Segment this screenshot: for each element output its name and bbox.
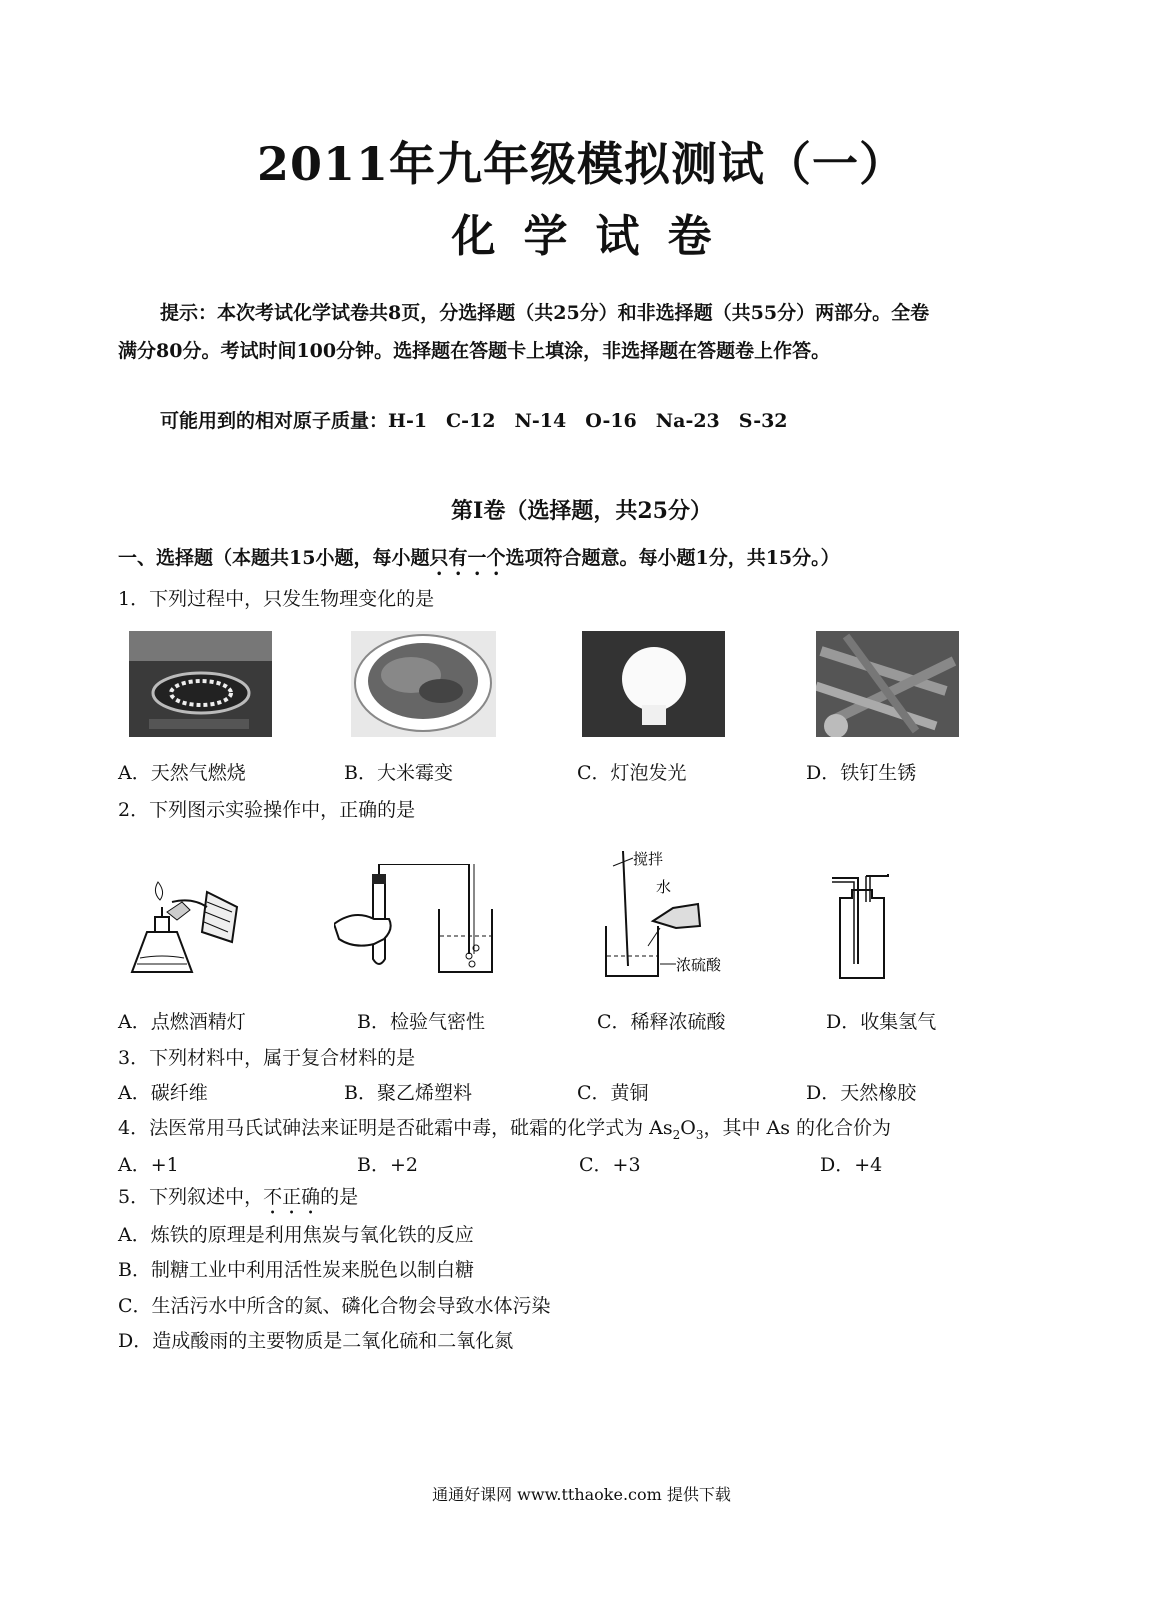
question-2-option-b: B．检验气密性 <box>357 1011 485 1033</box>
page-title: 2011年九年级模拟测试（一） <box>256 137 907 191</box>
notice-line-1: 提示：本次考试化学试卷共8页，分选择题（共25分）和非选择题（共55分）两部分。全卷 <box>160 302 930 324</box>
light-bulb-photo <box>582 631 725 737</box>
stir-label: 搅拌 <box>633 850 664 868</box>
question-1-option-a: A．天然气燃烧 <box>118 762 246 784</box>
atomic-mass: 可能用到的相对原子质量：H-1 C-12 N-14 O-16 Na-23 S-32 <box>160 410 788 432</box>
question-4-option-b: B．+2 <box>357 1154 418 1176</box>
part-heading-b: 选项符合题意。每小题1分，共15分。） <box>505 547 840 569</box>
part-heading <box>118 543 840 580</box>
part-heading-a: 一、选择题（本题共15小题，每小题 <box>118 547 430 569</box>
page-subtitle: 化学试卷 <box>451 211 740 262</box>
question-1-option-b: B．大米霉变 <box>344 762 453 784</box>
question-5-option-b: B．制糖工业中利用活性炭来脱色以制白糖 <box>118 1259 474 1281</box>
question-4-stem-a: 4．法医常用马氏试砷法来证明是否砒霜中毒，砒霜的化学式为 As <box>118 1117 673 1139</box>
dilute-sulfuric-acid-diagram <box>598 846 738 986</box>
question-3-option-b: B．聚乙烯塑料 <box>344 1082 472 1104</box>
question-3-option-a: A．碳纤维 <box>118 1082 208 1104</box>
question-2-option-c: C．稀释浓硫酸 <box>597 1011 726 1033</box>
question-4-sub-2: 3 <box>695 1127 704 1142</box>
question-1-option-c: C．灯泡发光 <box>577 762 687 784</box>
alcohol-lamp-diagram <box>122 872 247 982</box>
question-4-stem-b: ，其中 As 的化合价为 <box>703 1117 892 1139</box>
question-5-emphasis: 不正确 <box>263 1186 321 1208</box>
gas-collection-bottle-diagram <box>832 874 892 980</box>
notice-line-2: 满分80分。考试时间100分钟。选择题在答题卡上填涂，非选择题在答题卷上作答。 <box>118 340 831 362</box>
rusty-nails-photo <box>816 631 959 737</box>
question-5-option-c: C．生活污水中所含的氮、磷化合物会导致水体污染 <box>118 1295 551 1317</box>
question-4-option-c: C．+3 <box>579 1154 641 1176</box>
question-4-stem <box>118 1113 891 1142</box>
question-4-option-d: D．+4 <box>820 1154 883 1176</box>
acid-label: 浓硫酸 <box>676 956 722 974</box>
part-heading-emphasis: 只有一个 <box>429 547 506 569</box>
section-title: 第Ⅰ卷（选择题，共25分） <box>451 498 712 524</box>
question-5-stem <box>118 1182 358 1219</box>
question-4-sub-1: 2 <box>672 1127 681 1142</box>
gas-stove-photo <box>129 631 272 737</box>
question-1-stem: 1．下列过程中，只发生物理变化的是 <box>118 588 435 610</box>
water-label: 水 <box>656 878 672 896</box>
question-5-option-d: D．造成酸雨的主要物质是二氧化硫和二氧化氮 <box>118 1330 514 1352</box>
question-3-stem: 3．下列材料中，属于复合材料的是 <box>118 1047 416 1069</box>
airtightness-test-diagram <box>334 864 494 984</box>
question-1-option-d: D．铁钉生锈 <box>806 762 917 784</box>
question-3-option-c: C．黄铜 <box>577 1082 649 1104</box>
question-4-option-a: A．+1 <box>118 1154 179 1176</box>
question-5-option-a: A．炼铁的原理是利用焦炭与氧化铁的反应 <box>118 1224 474 1246</box>
moldy-rice-photo <box>351 631 496 737</box>
question-5-stem-b: 的是 <box>320 1186 359 1208</box>
footer-text: 通通好课网 www.tthaoke.com 提供下载 <box>432 1485 731 1504</box>
question-5-stem-a: 5．下列叙述中， <box>118 1186 264 1208</box>
question-2-option-a: A．点燃酒精灯 <box>118 1011 246 1033</box>
question-2-stem: 2．下列图示实验操作中，正确的是 <box>118 799 416 821</box>
question-3-option-d: D．天然橡胶 <box>806 1082 917 1104</box>
question-4-mid: O <box>680 1117 696 1139</box>
question-2-option-d: D．收集氢气 <box>826 1011 937 1033</box>
